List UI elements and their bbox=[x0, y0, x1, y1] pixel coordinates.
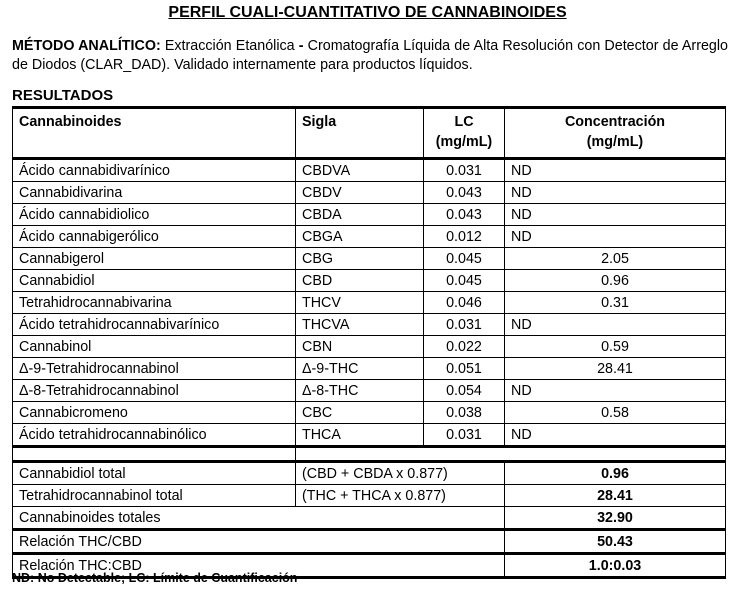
cell-lc: 0.038 bbox=[424, 402, 505, 424]
cell-lc: 0.022 bbox=[424, 336, 505, 358]
cell-concentracion: 0.59 bbox=[505, 336, 726, 358]
cell-sigla: CBDVA bbox=[296, 159, 424, 182]
table-row bbox=[13, 226, 726, 248]
summary-row-ratio-slash bbox=[13, 530, 726, 554]
table-row bbox=[13, 159, 726, 182]
cell-concentracion: ND bbox=[505, 159, 726, 182]
cell-concentracion: 2.05 bbox=[505, 248, 726, 270]
page-title: PERFIL CUALI-CUANTITATIVO DE CANNABINOIDES bbox=[168, 4, 567, 21]
summary-value: 1.0:0.03 bbox=[505, 554, 726, 578]
summary-row-cbd-total bbox=[13, 462, 726, 485]
summary-body bbox=[13, 462, 726, 578]
cell-cannabinoid: Ácido tetrahidrocannabinólico bbox=[13, 424, 296, 447]
cell-cannabinoid: Ácido cannabigerólico bbox=[13, 226, 296, 248]
cell-concentracion: 0.96 bbox=[505, 270, 726, 292]
cell-cannabinoid: Tetrahidrocannabivarina bbox=[13, 292, 296, 314]
method-description bbox=[12, 37, 728, 75]
header-lc bbox=[424, 108, 505, 159]
cell-cannabinoid: Cannabidivarina bbox=[13, 182, 296, 204]
cell-lc: 0.054 bbox=[424, 380, 505, 402]
cell-lc: 0.031 bbox=[424, 159, 505, 182]
method-text-1: Extracción Etanólica bbox=[160, 38, 299, 54]
header-concentracion bbox=[505, 108, 726, 159]
header-lc-line1: LC bbox=[454, 114, 474, 130]
summary-label: Relación THC:CBD bbox=[13, 554, 505, 578]
spacer-cell-left bbox=[13, 447, 296, 462]
spacer-cell-right bbox=[296, 447, 726, 462]
cell-lc: 0.051 bbox=[424, 358, 505, 380]
cell-concentracion: ND bbox=[505, 182, 726, 204]
cell-cannabinoid: Cannabicromeno bbox=[13, 402, 296, 424]
cell-cannabinoid: Ácido tetrahidrocannabivarínico bbox=[13, 314, 296, 336]
cell-lc: 0.045 bbox=[424, 248, 505, 270]
cell-sigla: CBD bbox=[296, 270, 424, 292]
cell-sigla: Δ-8-THC bbox=[296, 380, 424, 402]
summary-label: Cannabinoides totales bbox=[13, 507, 505, 530]
footnote: ND: No Detectable; LC: Límite de Cuantificación bbox=[12, 571, 298, 585]
table-row bbox=[13, 270, 726, 292]
header-conc-line1: Concentración bbox=[564, 114, 666, 130]
cell-cannabinoid: Cannabigerol bbox=[13, 248, 296, 270]
table-spacer bbox=[13, 447, 726, 462]
cell-concentracion: ND bbox=[505, 204, 726, 226]
results-heading: RESULTADOS bbox=[12, 87, 114, 104]
table-row bbox=[13, 402, 726, 424]
cell-concentracion: ND bbox=[505, 424, 726, 447]
cell-lc: 0.043 bbox=[424, 204, 505, 226]
header-lc-line2: (mg/mL) bbox=[435, 134, 493, 150]
cell-sigla: THCVA bbox=[296, 314, 424, 336]
cell-cannabinoid: Δ-8-Tetrahidrocannabinol bbox=[13, 380, 296, 402]
summary-row-thc-total bbox=[13, 485, 726, 507]
cell-sigla: CBG bbox=[296, 248, 424, 270]
cell-lc: 0.031 bbox=[424, 424, 505, 447]
cell-sigla: Δ-9-THC bbox=[296, 358, 424, 380]
summary-formula: (THC + THCA x 0.877) bbox=[296, 485, 505, 507]
table-row bbox=[13, 204, 726, 226]
cell-cannabinoid: Cannabidiol bbox=[13, 270, 296, 292]
cell-concentracion: 28.41 bbox=[505, 358, 726, 380]
cell-sigla: CBDA bbox=[296, 204, 424, 226]
cell-sigla: THCA bbox=[296, 424, 424, 447]
table-row bbox=[13, 380, 726, 402]
cell-cannabinoid: Δ-9-Tetrahidrocannabinol bbox=[13, 358, 296, 380]
method-separator: - bbox=[298, 38, 304, 54]
summary-row-total-cannabinoids bbox=[13, 507, 726, 530]
results-table bbox=[12, 106, 726, 579]
cell-sigla: CBGA bbox=[296, 226, 424, 248]
cell-sigla: CBC bbox=[296, 402, 424, 424]
method-text-2: Cromatografía Líquida de Alta Resolución con Detector de Arreglo de Diodos (CLAR_DAD). Validado internamente para productos líquidos. bbox=[12, 38, 728, 73]
results-table-container bbox=[12, 106, 726, 579]
spacer-row bbox=[13, 447, 726, 462]
table-row bbox=[13, 358, 726, 380]
cell-lc: 0.012 bbox=[424, 226, 505, 248]
cell-concentracion: ND bbox=[505, 380, 726, 402]
cell-concentracion: ND bbox=[505, 314, 726, 336]
cell-cannabinoid: Ácido cannabidiolico bbox=[13, 204, 296, 226]
table-row bbox=[13, 182, 726, 204]
table-row bbox=[13, 336, 726, 358]
header-conc-line2: (mg/mL) bbox=[586, 134, 644, 150]
cell-cannabinoid: Ácido cannabidivarínico bbox=[13, 159, 296, 182]
cell-concentracion: 0.58 bbox=[505, 402, 726, 424]
header-cannabinoides: Cannabinoides bbox=[13, 108, 296, 159]
cell-lc: 0.031 bbox=[424, 314, 505, 336]
summary-value: 28.41 bbox=[505, 485, 726, 507]
summary-value: 0.96 bbox=[505, 462, 726, 485]
cell-concentracion: 0.31 bbox=[505, 292, 726, 314]
table-row bbox=[13, 292, 726, 314]
summary-value: 50.43 bbox=[505, 530, 726, 554]
cell-lc: 0.045 bbox=[424, 270, 505, 292]
cell-concentracion: ND bbox=[505, 226, 726, 248]
cell-lc: 0.046 bbox=[424, 292, 505, 314]
table-row bbox=[13, 424, 726, 447]
table-header-row bbox=[13, 108, 726, 159]
summary-label: Tetrahidrocannabinol total bbox=[13, 485, 296, 507]
method-label: MÉTODO ANALÍTICO: bbox=[12, 38, 161, 54]
table-row bbox=[13, 248, 726, 270]
cell-sigla: THCV bbox=[296, 292, 424, 314]
summary-formula: (CBD + CBDA x 0.877) bbox=[296, 462, 505, 485]
summary-label: Cannabidiol total bbox=[13, 462, 296, 485]
cell-sigla: CBDV bbox=[296, 182, 424, 204]
table-body bbox=[13, 159, 726, 447]
table-row bbox=[13, 314, 726, 336]
cell-sigla: CBN bbox=[296, 336, 424, 358]
summary-value: 32.90 bbox=[505, 507, 726, 530]
cell-lc: 0.043 bbox=[424, 182, 505, 204]
header-sigla: Sigla bbox=[296, 108, 424, 159]
cell-cannabinoid: Cannabinol bbox=[13, 336, 296, 358]
summary-label: Relación THC/CBD bbox=[13, 530, 505, 554]
